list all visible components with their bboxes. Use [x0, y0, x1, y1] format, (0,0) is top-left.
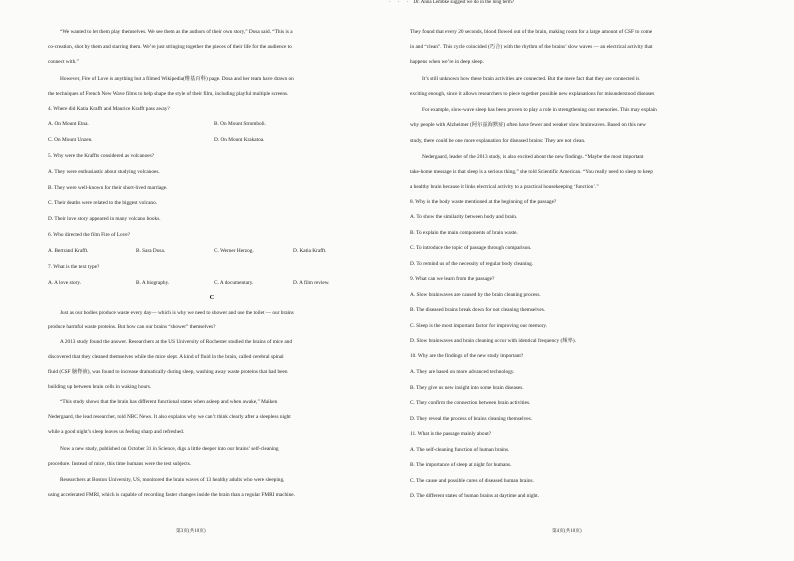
text-line: Just as our bodies produce waste every day— which is why we need to shower and use the toilet — our brains	[60, 310, 294, 316]
option: A. The self-cleaning function of human brains.	[410, 447, 510, 453]
option: B. A biography.	[136, 280, 170, 286]
text-line: For example, slow-wave sleep has been proven to play a role in strengthening our memories. This may explain	[422, 107, 657, 113]
text-line: in and “clean”. This cycle coincided (巧合) with the rhythm of the brains’ slow waves — an electrical activity that	[410, 44, 653, 50]
option: A. They are based on more advanced technology.	[410, 369, 515, 375]
option: B. To explain the main components of brain waste.	[410, 230, 518, 236]
option: A. A love story.	[48, 280, 82, 286]
text-line: “This study shows that the brain has different functional states when asleep and when awake,” Maiken	[60, 399, 278, 405]
text-line: fluid (CSF 脑脊液), was found to increase dramatically during sleep, washing away waste proteins that had been	[48, 369, 288, 375]
option: D. Slow brainwaves and brain cleaning occur with identical frequency (频率).	[410, 338, 576, 344]
option: B. Sara Dosa.	[136, 248, 166, 254]
text-line: connect with.”	[48, 59, 79, 65]
option: C. Sleep is the most important factor for improving our memory.	[410, 323, 548, 329]
option: C. Their deaths were related to the biggest volcano.	[48, 200, 158, 206]
question-stem: 6. Who directed the film Fire of Love?	[48, 232, 130, 238]
question-stem: 8. Why is the body waste mentioned at the beginning of the passage?	[410, 199, 557, 205]
text-line: study, there could be one more explanation for diseased brains: They are not clean.	[410, 138, 586, 144]
question-stem: 10. Why are the findings of the new study important?	[410, 353, 524, 359]
option: C. Werner Herzog.	[214, 248, 254, 254]
text-line: take-home message is that sleep is a serious thing,” she told Scientific American. “You really need to sleep to keep	[410, 169, 653, 175]
option: C. They confirm the connection between brain activities.	[410, 400, 531, 406]
page-number: 第4页(共10页)	[552, 529, 582, 534]
page-header: · · · Dr. Anna Lembke suggest we do in the long term?	[389, 0, 515, 5]
option: A. Bertrand Krafft.	[48, 248, 89, 254]
right-page	[410, 0, 752, 561]
option: A. To show the similarity between body and brain.	[410, 214, 518, 220]
text-line: discovered that they cleaned themselves while the mice slept. A kind of fluid in the brain, called cerebral spinal	[48, 354, 284, 360]
option: C. On Mount Unzen.	[48, 137, 93, 143]
option: D. On Mount Krakatoa.	[214, 137, 265, 143]
option: B. The diseased brains break down for not cleaning themselves.	[410, 307, 546, 313]
text-line: procedure. Instead of mice, this time humans were the test subjects.	[48, 461, 192, 467]
text-line: Nedergaard, leader of the 2013 study, is also excited about the new findings. “Maybe the most important	[422, 154, 644, 160]
option: C. The cause and possible cures of diseased human brains.	[410, 478, 534, 484]
text-line: why people with Alzheimer (阿尔兹海默症) often have fewer and weaker slow brainwaves. Based on this new	[410, 122, 646, 128]
option: B. They give us new insight into some brain diseases.	[410, 385, 524, 391]
question-stem: 9. What can we learn from the passage?	[410, 276, 495, 282]
option: A. They were enthusiastic about studying volcanoes.	[48, 169, 160, 175]
text-line: A 2013 study found the answer. Researchers at the US University of Rochester studied the brains of mice and	[60, 339, 292, 345]
text-line: building up between brain cells in waking hours.	[48, 384, 152, 390]
option: B. The importance of sleep at night for humans.	[410, 462, 512, 468]
option: B. On Mount Stromboli.	[214, 121, 266, 127]
text-line: Nedergaard, the lead researcher, told NBC News. It also explains why we can’t think clearly after a sleepless night	[48, 414, 291, 420]
option: C. A documentary.	[214, 280, 254, 286]
option: D. The different states of human brains at daytime and night.	[410, 493, 539, 499]
text-line: the techniques of French New Wave films to help shape the style of their film, including playful multiple screens.	[48, 91, 289, 97]
question-stem: 4. Where did Katia Krafft and Maurice Krafft pass away?	[48, 106, 170, 112]
text-line: However, Fire of Love is anything but a filmed Wikipedia(维基百科) page. Dosa and her team have drawn on	[60, 76, 294, 82]
option: D. To remind us of the necessity of regular body cleaning.	[410, 261, 534, 267]
option: D. Katia Krafft.	[293, 248, 327, 254]
option: A. Slow brainwaves are caused by the brain cleaning process.	[410, 292, 541, 298]
section-title: C	[209, 294, 215, 301]
text-line: It’s still unknown how these brain activities are connected. But the mere fact that they are connected is	[422, 76, 640, 82]
text-line: happens when we’re in deep sleep.	[410, 59, 484, 65]
text-line: co-creation, shot by them and starring them. We’re just stringing together the pieces of their life for the audience to	[48, 44, 292, 50]
left-page	[48, 0, 376, 561]
text-line: Researchers at Boston University, US, monitored the brain waves of 13 healthy adults who were sleeping,	[60, 477, 285, 483]
option: A. On Mount Etna.	[48, 121, 89, 127]
text-line: a healthy brain because it links electrical activity to a practical housekeeping ‘function’.”	[410, 184, 599, 190]
text-line: while a good night’s sleep leaves us feeling sharp and refreshed.	[48, 429, 185, 435]
option: B. They were well-known for their short-lived marriage.	[48, 185, 168, 191]
text-line: using accelerated FMRI, which is capable of recording faster changes inside the brain than a regular FMRI machine.	[48, 492, 295, 498]
question-stem: 5. Why were the Kraffts considered as volcanoes?	[48, 153, 154, 159]
option: C. To introduce the topic of passage through comparison.	[410, 245, 532, 251]
text-line: produce harmful waste proteins. But how can our brains “shower” themselves?	[48, 324, 216, 330]
text-line: Now a new study, published on October 31 in Science, digs a little deeper into our brains’ self-cleaning	[60, 446, 279, 452]
text-line: exciting enough, since it allows researchers to piece together possible new explanations for misunderstood diseases	[410, 91, 655, 97]
option: D. They reveal the process of brains cleaning themselves.	[410, 416, 532, 422]
page-number: 第3页(共10页)	[176, 529, 206, 534]
question-stem: 11. What is the passage mainly about?	[410, 431, 492, 437]
text-line: “We wanted to let them play themselves. We see them as the authors of their own story,” Dosa said. “This is a	[60, 29, 293, 35]
option: D. A film review.	[293, 280, 330, 286]
text-line: They found that every 20 seconds, blood flowed out of the brain, making room for a large amount of CSF to come	[410, 29, 653, 35]
option: D. Their love story appeared in many volcano books.	[48, 216, 161, 222]
question-stem: 7. What is the text type?	[48, 264, 100, 270]
